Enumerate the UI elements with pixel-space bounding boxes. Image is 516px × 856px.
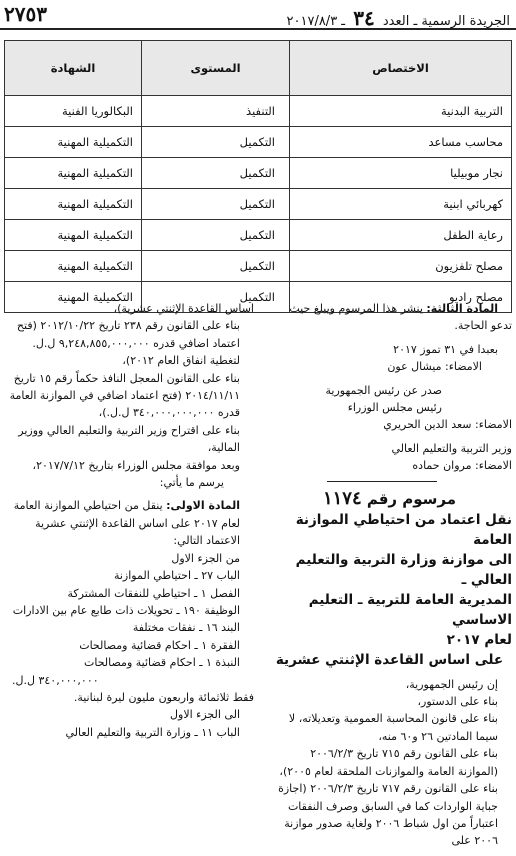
preamble-accounting-law: بناء على قانون المحاسبة العمومية وتعديلاته، لا سيما المادتين ٢٦ و٦٠ منه، — [288, 712, 498, 743]
article-1 — [4, 497, 254, 549]
header-level: المستوى — [142, 41, 290, 96]
preamble-president: إن رئيس الجمهورية، — [405, 677, 498, 691]
cell-specialty: محاسب مساعد — [290, 127, 512, 158]
section-line: الفصل ١ ـ احتياطي للنفقات المشتركة — [67, 586, 240, 600]
cell-certificate: التكميلية المهنية — [5, 282, 142, 313]
preamble-constitution: بناء على الدستور، — [417, 695, 498, 709]
decree-subject-1: نقل اعتماد من احتياطي الموازنة العامة — [295, 511, 512, 548]
cell-specialty: مصلح راديو — [290, 282, 512, 313]
article-1-text: ينقل من احتياطي الموازنة العامة لعام ٢٠١٧ على اساس القاعدة الإثنتي عشرية الاعتماد التالي: — [13, 499, 240, 548]
subparagraph-line: النبذة ١ ـ احكام قضائية ومصالحات — [84, 656, 240, 670]
function-line: الوظيفة ١٩٠ ـ تحويلات ذات طابع عام بين الادارات — [12, 603, 240, 617]
signature-president: الامضاء: ميشال عون — [387, 360, 482, 374]
gazette-title — [287, 6, 510, 30]
article-3 — [267, 300, 512, 317]
specialty-table — [4, 40, 512, 313]
header-certificate: الشهادة — [5, 41, 142, 96]
cell-certificate: التكميلية المهنية — [5, 189, 142, 220]
preamble-law-238: بناء على القانون رقم ٢٣٨ تاريخ ٢٠١٢/١٠/٢٢ (فتح اعتماد اضافي قدره ٩,٢٤٨,٨٥٥,٠٠٠,٠٠٠ ل.ل. لتغطية انفاق العام ٢٠١٢)، — [16, 319, 240, 368]
cell-specialty: رعاية الطفل — [290, 220, 512, 251]
cell-level: التكميل — [142, 127, 290, 158]
gazette-name: الجريدة الرسمية ـ العدد — [382, 14, 510, 29]
cell-level: التكميل — [142, 189, 290, 220]
cell-certificate: التكميلية المهنية — [5, 251, 142, 282]
table-row — [5, 189, 512, 220]
cell-specialty: مصلح تلفزيون — [290, 251, 512, 282]
cell-specialty: التربية البدنية — [290, 96, 512, 127]
prime-minister-title: رئيس مجلس الوزراء — [347, 401, 442, 415]
cell-level: التكميل — [142, 251, 290, 282]
chapter-11-line: الباب ١١ ـ وزارة التربية والتعليم العالي — [65, 725, 240, 739]
signing-date: بعبدا في ٣١ تموز ٢٠١٧ — [393, 342, 498, 356]
amount-in-words: فقط ثلاثمائة واربعون مليون ليرة لبنانية. — [73, 690, 254, 704]
preamble-cont: اساس القاعدة الإثنتي عشرية)، — [113, 302, 254, 315]
table-row — [5, 158, 512, 189]
left-column — [4, 300, 254, 741]
amount: ٣٤٠,٠٠٠,٠٠٠ ل.ل. — [12, 673, 99, 687]
article-3-label: المادة الثالثة: — [426, 302, 498, 315]
table-row — [5, 220, 512, 251]
decree-subject-2: الى موازنة وزارة التربية والتعليم العالي ـ — [295, 551, 512, 588]
preamble-law-15: بناء على القانون المعجل النافذ حكماً رقم ١٥ تاريخ ٢٠١٤/١١/١١ (فتح اعتماد اضافي في الموازنة العامة قدره ٣٤٠,٠٠٠,٠٠٠,٠٠٠ ل.ل.)، — [9, 371, 240, 420]
cell-level: التكميل — [142, 158, 290, 189]
table-row — [5, 251, 512, 282]
page-header — [0, 0, 516, 30]
cell-level: التكميل — [142, 282, 290, 313]
cell-level: التنفيذ — [142, 96, 290, 127]
cell-certificate: التكميلية المهنية — [5, 127, 142, 158]
preamble-law-715: بناء على القانون رقم ٧١٥ تاريخ ٢٠٠٦/٢/٣ (الموازنة العامة والموازنات الملحقة لعام ٢٠٠٥)، — [279, 747, 498, 778]
table-row — [5, 96, 512, 127]
cell-certificate: التكميلية المهنية — [5, 220, 142, 251]
minister-title: وزير التربية والتعليم العالي — [391, 441, 512, 455]
signature-pm: الامضاء: سعد الدين الحريري — [383, 418, 512, 432]
signature-minister: الامضاء: مروان حماده — [412, 459, 512, 473]
paragraph-line: الفقرة ١ ـ احكام قضائية ومصالحات — [79, 638, 240, 652]
cell-specialty: كهربائي ابنية — [290, 189, 512, 220]
cell-specialty: نجار موبيليا — [290, 158, 512, 189]
chapter-line: الباب ٢٧ ـ احتياطي الموازنة — [113, 569, 240, 583]
decree-subject-5: على اساس القاعدة الإثنتي عشرية — [275, 651, 504, 668]
section-divider — [327, 481, 437, 482]
page-number: ٢٧٥٣ — [4, 2, 47, 26]
article-3-text: ينشر هذا المرسوم ويبلغ حيث — [289, 302, 423, 315]
decree-title — [267, 488, 512, 510]
issue-number: ٣٤ — [353, 6, 375, 30]
preamble-proposal: بناء على اقتراح وزير التربية والتعليم العالي ووزير المالية، — [18, 423, 240, 455]
table-row — [5, 127, 512, 158]
item-line: البند ١٦ ـ نفقات مختلفة — [132, 621, 240, 635]
right-column — [267, 300, 512, 850]
from-part: من الجزء الاول — [171, 551, 240, 565]
header-specialty: الاختصاص — [290, 41, 512, 96]
article-3-cont: تدعو الحاجة. — [454, 319, 512, 333]
article-1-label: المادة الاولى: — [166, 499, 240, 513]
decrees-following: يرسم ما يأتي: — [159, 476, 224, 490]
decree-subject-4: لعام ٢٠١٧ — [446, 631, 512, 648]
decree-number: ١١٧٤ — [322, 487, 362, 509]
preamble-law-717: بناء على القانون رقم ٧١٧ تاريخ ٢٠٠٦/٢/٣ (اجازة جباية الواردات كما في السابق وصرف النفقات اعتباراً من اول شباط ٢٠٠٦ ولغاية صدور موازنة ٢٠٠٦ على — [278, 782, 498, 848]
cell-certificate: التكميلية المهنية — [5, 158, 142, 189]
issued-by: صدر عن رئيس الجمهورية — [325, 383, 442, 397]
decree-title-label: مرسوم رقم — [366, 489, 457, 508]
decree-subject-3: المديرية العامة للتربية ـ التعليم الاساسي — [308, 591, 512, 628]
cell-level: التكميل — [142, 220, 290, 251]
table-header-row — [5, 41, 512, 96]
cell-certificate: البكالوريا الفنية — [5, 96, 142, 127]
preamble-approval: وبعد موافقة مجلس الوزراء بتاريخ ٢٠١٧/٧/١٢، — [32, 458, 240, 472]
to-part: الى الجزء الاول — [170, 708, 240, 722]
issue-date: ـ ٢٠١٧/٨/٣ — [286, 14, 346, 29]
